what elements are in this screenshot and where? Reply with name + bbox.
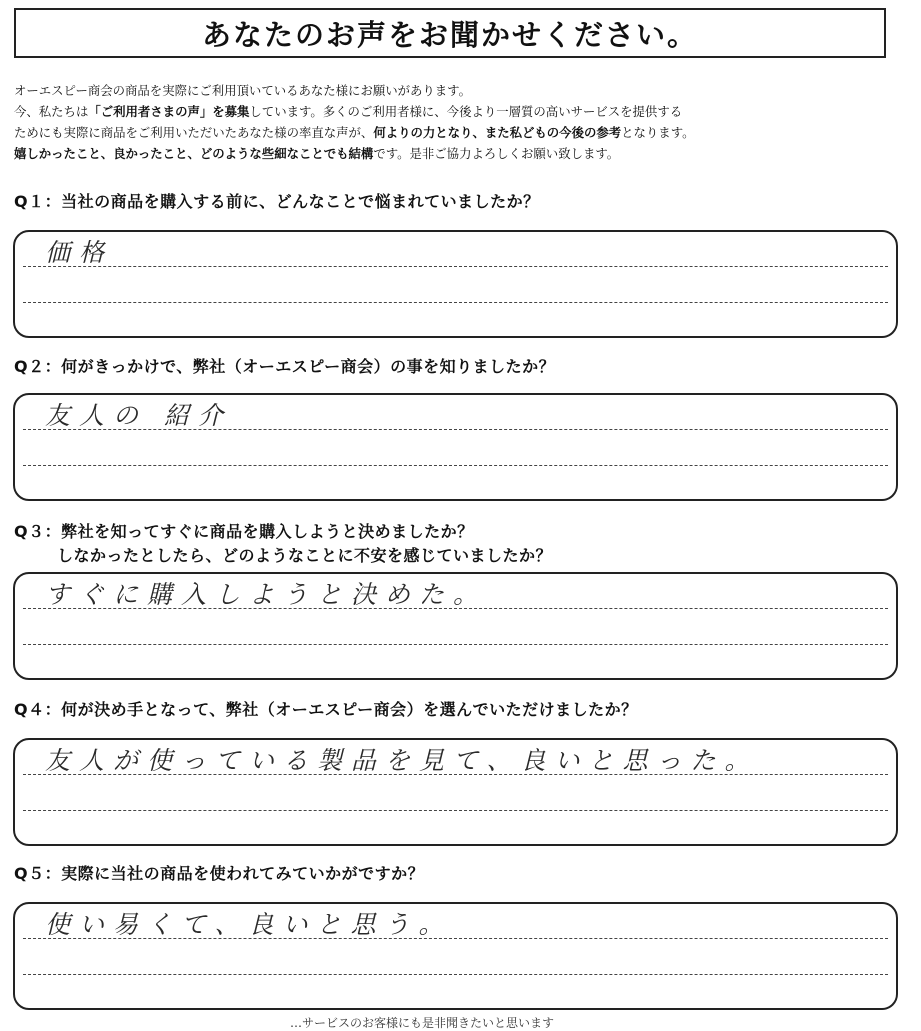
answer-box-2[interactable] bbox=[13, 393, 898, 501]
answer-box-1[interactable] bbox=[13, 230, 898, 338]
intro-line-2-c: しています。多くのご利用者様に、今後より一層質の高いサービスを提供する bbox=[249, 104, 683, 119]
question-4-label: Q４：何が決め手となって、弊社（オーエスピー商会）を選んでいただけましたか？ bbox=[14, 700, 638, 719]
intro-line-3-bold: 何よりの力となり、また私どもの今後の参考 bbox=[373, 125, 622, 140]
question-5-label: Q５：実際に当社の商品を使われてみていかがですか？ bbox=[14, 864, 425, 883]
question-3 bbox=[14, 520, 552, 568]
answer-rule bbox=[23, 974, 888, 975]
answer-box-3[interactable] bbox=[13, 572, 898, 680]
footer-partial-text: …サービスのお客様にも是非聞きたいと思います bbox=[290, 1016, 555, 1030]
answer-rule bbox=[23, 810, 888, 811]
intro-line-4-b: です。是非ご協力よろしくお願い致します。 bbox=[373, 146, 620, 161]
answer-4-handwriting: 友人が使っている製品を見て、良いと思った。 bbox=[45, 746, 759, 775]
question-5 bbox=[14, 862, 424, 886]
answer-2-handwriting: 友人の 紹介 bbox=[45, 401, 232, 430]
intro-line-2 bbox=[14, 101, 909, 122]
question-3-label: Q３：弊社を知ってすぐに商品を購入しようと決めましたか？ bbox=[14, 522, 474, 541]
intro-line-3-a: ためにも実際に商品をご利用いただいたあなた様の率直な声が、 bbox=[14, 125, 374, 140]
intro-line-2-a: 今、私たちは bbox=[14, 104, 89, 119]
intro-line-4-bold: 嬉しかったこと、良かったこと、どのような些細なことでも結構 bbox=[14, 146, 374, 161]
answer-1-handwriting: 価格 bbox=[45, 238, 114, 267]
answer-box-5[interactable] bbox=[13, 902, 898, 1010]
answer-rule bbox=[23, 644, 888, 645]
question-1 bbox=[14, 190, 540, 214]
intro-line-1: オーエスピー商会の商品を実際にご利用頂いているあなた様にお願いがあります。 bbox=[14, 83, 471, 98]
page-title bbox=[14, 8, 886, 58]
answer-5-handwriting: 使い易くて、良いと思う。 bbox=[45, 910, 453, 939]
answer-rule bbox=[23, 266, 888, 267]
intro-text bbox=[14, 80, 909, 164]
answer-rule bbox=[23, 302, 888, 303]
answer-box-4[interactable] bbox=[13, 738, 898, 846]
intro-line-4 bbox=[14, 143, 909, 164]
question-1-label: Q１：当社の商品を購入する前に、どんなことで悩まれていましたか？ bbox=[14, 192, 540, 211]
question-4 bbox=[14, 698, 638, 722]
answer-rule bbox=[23, 465, 888, 466]
question-2 bbox=[14, 355, 555, 379]
question-2-label: Q２：何がきっかけで、弊社（オーエスピー商会）の事を知りましたか？ bbox=[14, 357, 556, 376]
question-3-label-2: しなかったとしたら、どのようなことに不安を感じていましたか？ bbox=[57, 546, 553, 565]
intro-line-3 bbox=[14, 122, 909, 143]
page-title-text: あなたのお声をお聞かせください。 bbox=[201, 17, 698, 52]
intro-line-3-c: となります。 bbox=[621, 125, 695, 140]
intro-line-2-bold: 「ご利用者さまの声」を募集 bbox=[88, 104, 250, 119]
answer-3-handwriting: すぐに購入しようと決めた。 bbox=[45, 580, 488, 609]
